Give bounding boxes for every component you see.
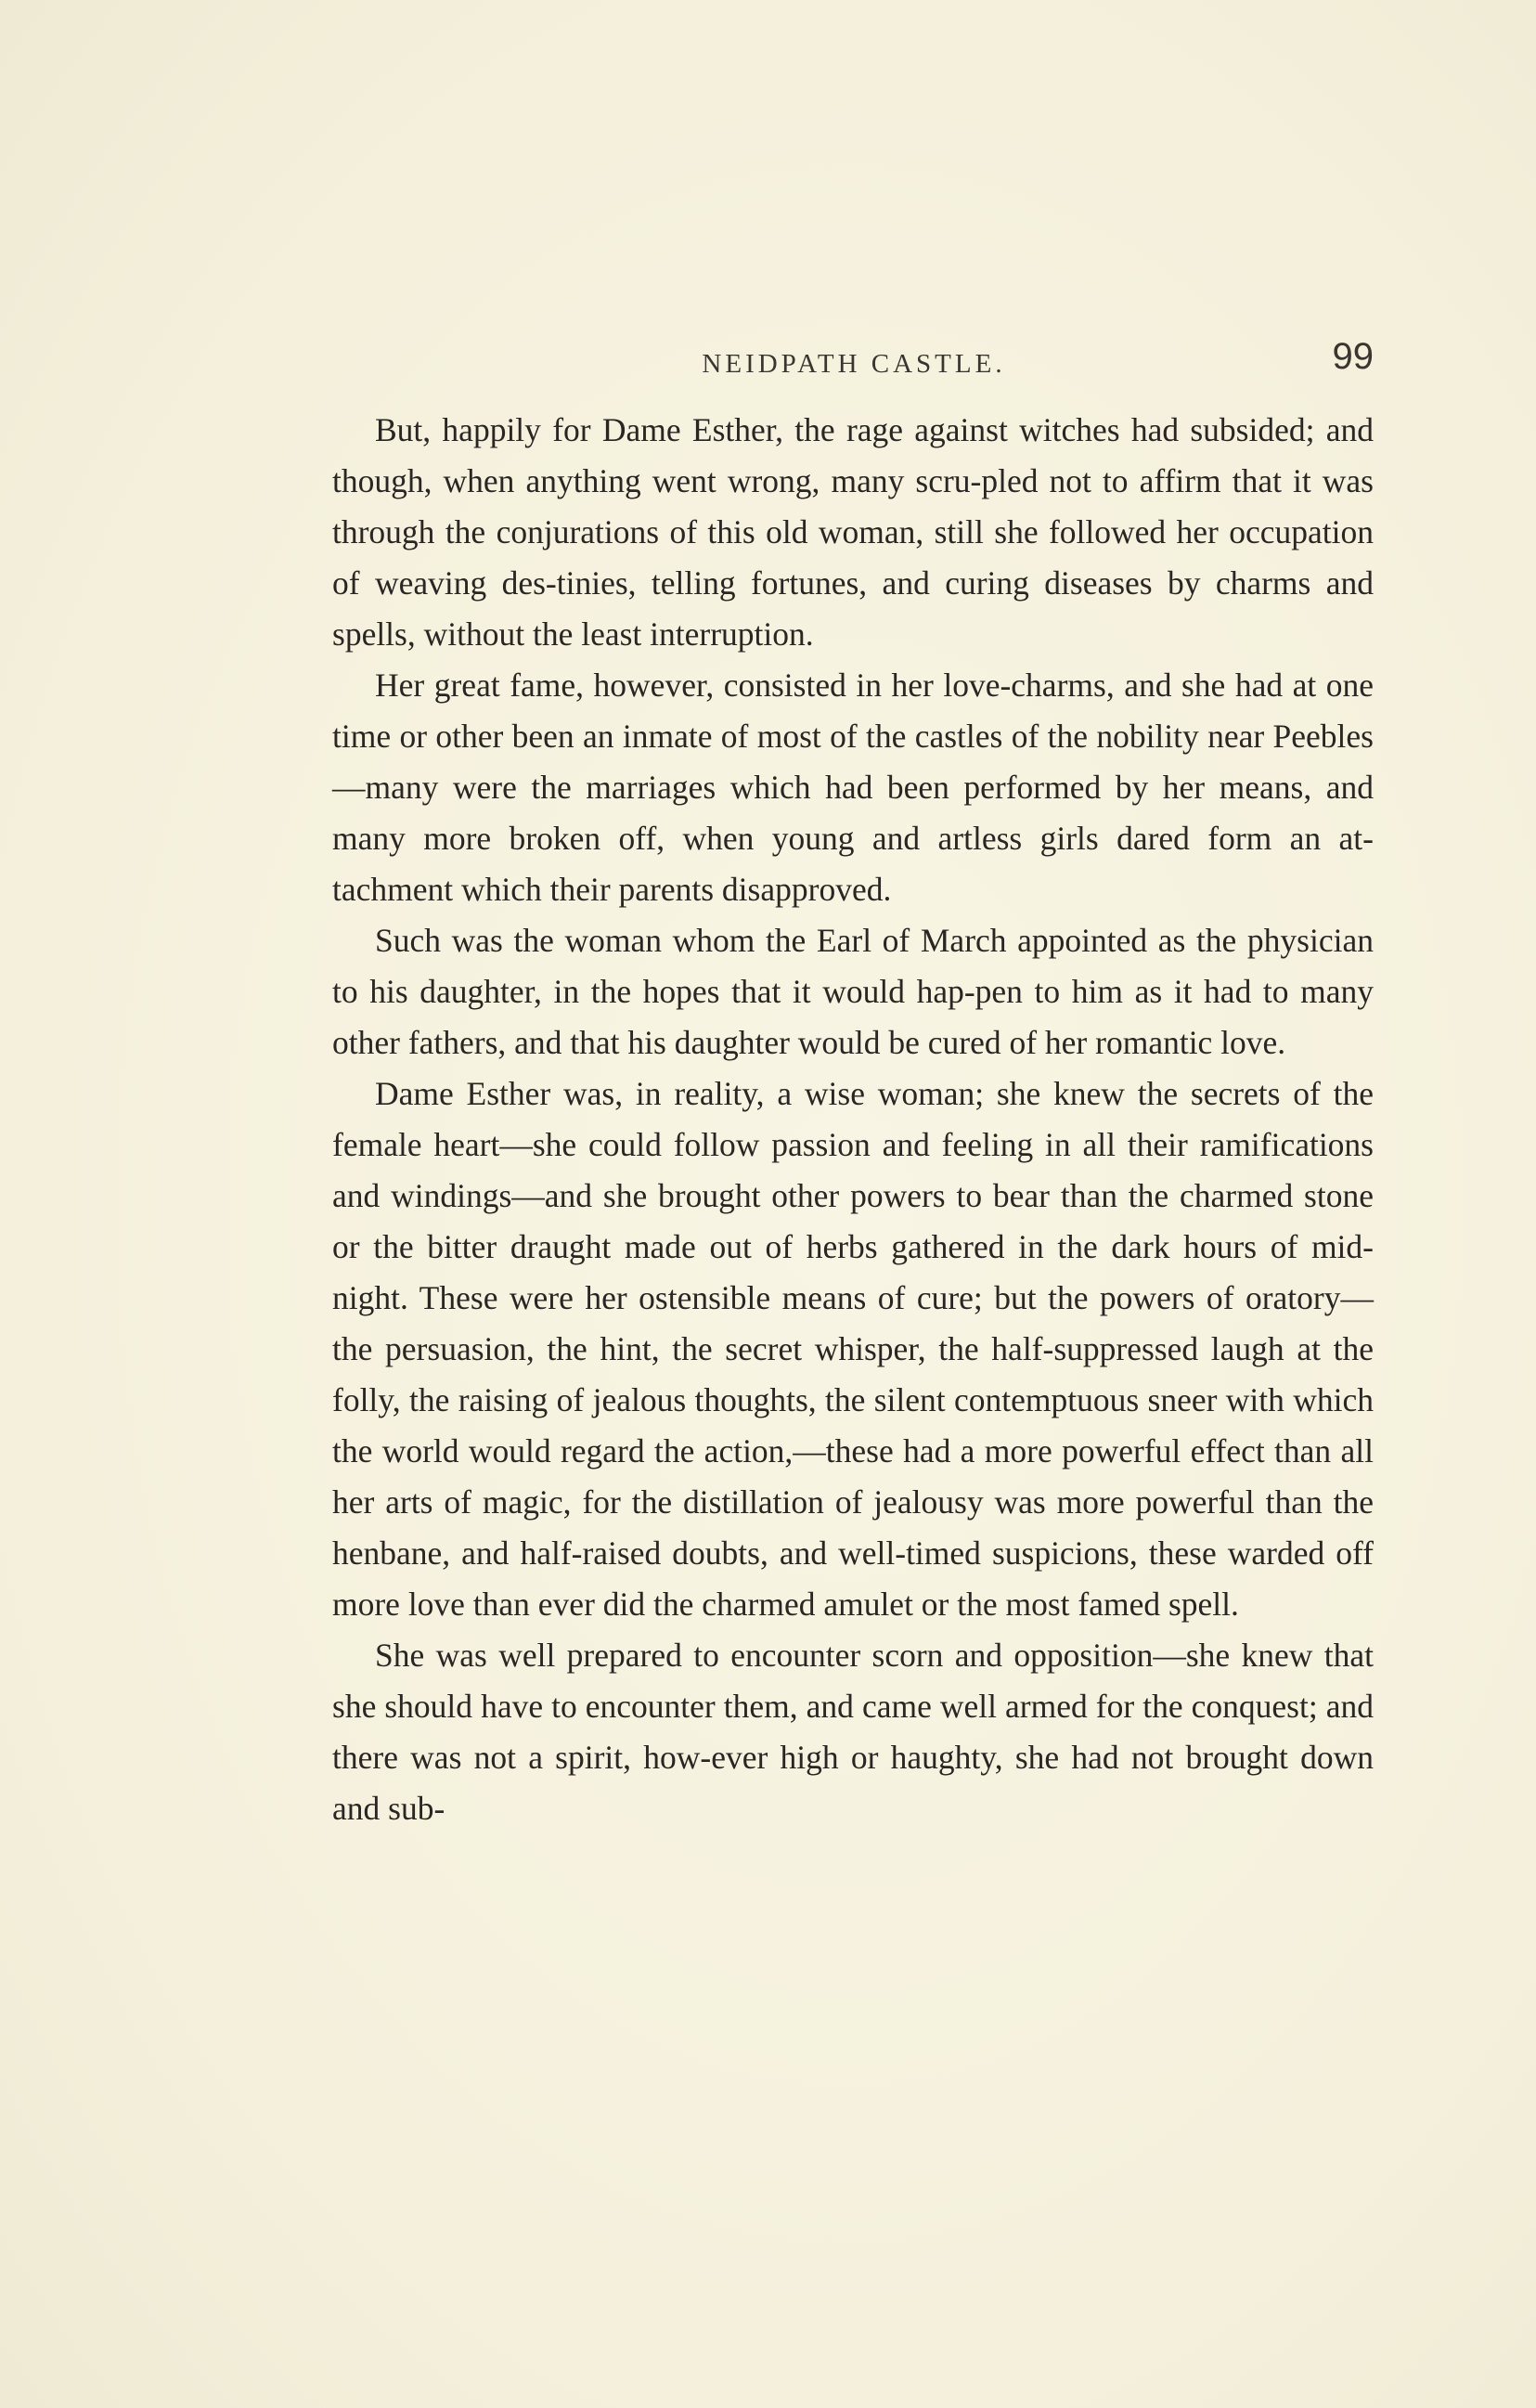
paragraph: But, happily for Dame Esther, the rage against witches had subsided; and though, when anything went wrong, many scru-pled not to affirm that it was through the conjurations of this old woman, still she followed her occupation of weaving des-tinies, telling fortunes, and curing diseases by charms and spells, without the least interruption. bbox=[332, 411, 1374, 653]
body-text bbox=[332, 405, 1374, 1834]
paragraph: Such was the woman whom the Earl of March appointed as the physician to his daughter, in the hopes that it would hap-pen to him as it had to many other fathers, and that his daughter would be cured of her romantic love. bbox=[332, 922, 1374, 1061]
running-title: NEIDPATH CASTLE. bbox=[702, 349, 1006, 379]
running-head bbox=[334, 336, 1374, 392]
paragraph: She was well prepared to encounter scorn and opposition—she knew that she should have to encounter them, and came well armed for the conquest; and there was not a spirit, how-ever high or haughty, she had not brought down and sub- bbox=[332, 1637, 1374, 1827]
page-number: 99 bbox=[1332, 336, 1374, 377]
paragraph: Dame Esther was, in reality, a wise woman; she knew the secrets of the female heart—she could follow passion and feeling in all their ramifications and windings—and she brought other powers to bear than the charmed stone or the bitter draught made out of herbs gathered in the dark hours of mid-night. These were her ostensible means of cure; but the powers of oratory—the persuasion, the hint, the secret whisper, the half-suppressed laugh at the folly, the raising of jealous thoughts, the silent contemptuous sneer with which the world would regard the action,—these had a more powerful effect than all her arts of magic, for the distillation of jealousy was more powerful than the henbane, and half-raised doubts, and well-timed suspicions, these warded off more love than ever did the charmed amulet or the most famed spell. bbox=[332, 1075, 1374, 1623]
paragraph: Her great fame, however, consisted in her love-charms, and she had at one time or other been an inmate of most of the castles of the nobility near Peebles—many were the marriages which had been performed by her means, and many more broken off, when young and artless girls dared form an at-tachment which their parents disapproved. bbox=[332, 667, 1374, 908]
